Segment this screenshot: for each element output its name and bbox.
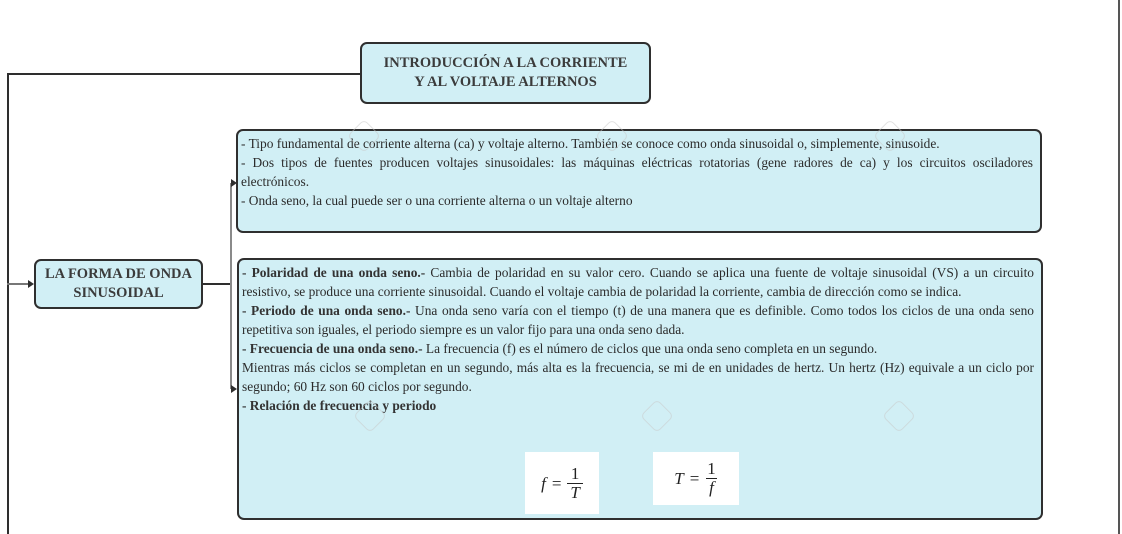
properties-box[interactable] (237, 258, 1043, 520)
periodo-text: Una onda seno varía con el tiempo (t) de una manera que es definible. Como todos los ciclos de una onda seno repetitiva son iguales, el periodo siempre es un valor fijo para una onda seno dada. (242, 303, 1034, 337)
connector-topic-out (203, 283, 231, 285)
formula-t-numerator: 1 (707, 459, 716, 478)
periodo-paragraph (242, 301, 1034, 339)
page-right-border (1118, 0, 1120, 534)
frecuencia-text: La frecuencia (f) es el número de ciclos que una onda seno completa en un segundo. (422, 341, 878, 356)
frecuencia-paragraph-2: Mientras más ciclos se completan en un segundo, más alta es la frecuencia, se mi de en unidades de hertz. Un hertz (Hz) equivale a un ciclo por segundo; 60 Hz son 60 ciclos por segundo. (242, 360, 1034, 394)
connector-branch-vertical (230, 183, 232, 389)
formula-t-fraction (705, 460, 718, 497)
topic-line-1: LA FORMA DE ONDA (44, 266, 193, 282)
title-line-1: INTRODUCCIÓN A LA CORRIENTE (383, 55, 628, 71)
connector-to-topic (7, 283, 29, 285)
formula-f-fraction (567, 465, 582, 502)
formula-f-numerator: 1 (570, 463, 580, 483)
formula-f-denominator: T (567, 483, 582, 502)
polaridad-heading: - Polaridad de una onda seno.- (242, 265, 426, 280)
relacion-heading: - Relación de frecuencia y periodo (242, 398, 437, 413)
connector-title-horizontal (7, 73, 361, 75)
formula-t-equals: = (689, 469, 700, 488)
formula-f-equals: = (551, 473, 562, 493)
topic-line-2: SINUSOIDAL (73, 285, 164, 301)
frecuencia-heading: - Frecuencia de una onda seno.- (242, 341, 423, 356)
formula-row (239, 452, 1041, 516)
formula-t-denominator: f (706, 478, 717, 497)
polaridad-paragraph (242, 263, 1034, 301)
formula-period (653, 452, 739, 505)
frecuencia-paragraph (242, 339, 1034, 358)
title-node[interactable] (360, 42, 651, 104)
topic-node[interactable] (34, 259, 203, 309)
periodo-heading: - Periodo de una onda seno.- (242, 303, 411, 318)
definition-line-1: - Tipo fundamental de corriente alterna (ca) y voltaje alterno. También se conoce como onda sinusoidal o, simplemente, sinusoide. (241, 136, 940, 151)
definition-line-2: - Dos tipos de fuentes producen voltajes sinusoidales: las máquinas eléctricas rotatorias (gene radores de ca) y los circuitos osciladores electrónicos. (241, 155, 1033, 189)
formula-t-lhs: T (674, 469, 684, 488)
definition-line-3: - Onda seno, la cual puede ser o una corriente alterna o un voltaje alterno (241, 193, 633, 208)
title-line-2: Y AL VOLTAJE ALTERNOS (414, 74, 597, 90)
polaridad-text: Cambia de polaridad en su valor cero. Cuando se aplica una fuente de voltaje sinusoidal (VS) a un circuito resistivo, se produce una corriente sinusoidal. Cuando el voltaje cambia de polaridad la corriente, cambia de dirección como se indica. (242, 265, 1034, 299)
formula-frequency (525, 452, 599, 514)
formula-f-lhs: f (541, 473, 546, 493)
connector-left-vertical (7, 73, 9, 534)
